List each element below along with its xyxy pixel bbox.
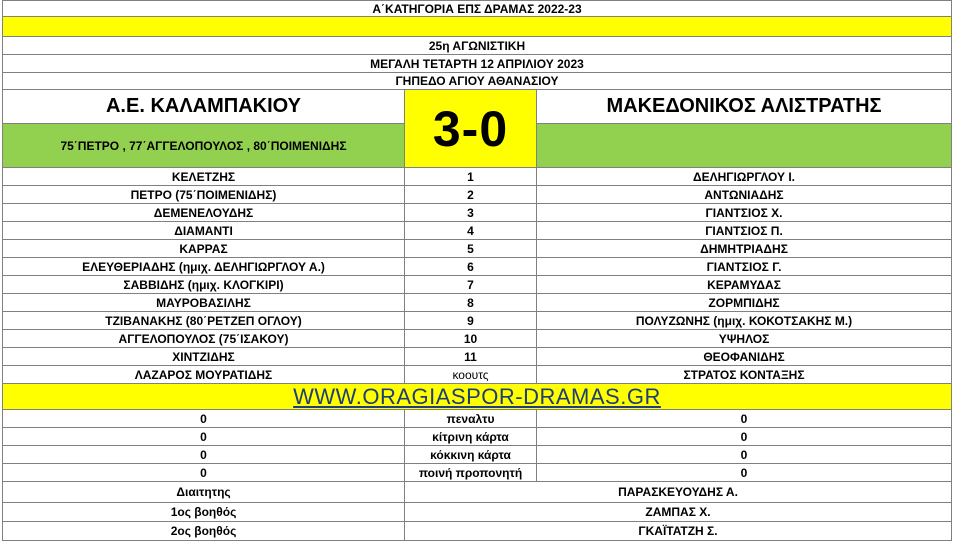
shirt-number: 5	[405, 240, 537, 257]
lineup-row	[2, 276, 952, 294]
away-player: ΠΟΛΥΖΩΝΗΣ (ημιχ. ΚΟΚΟΤΣΑΚΗΣ Μ.)	[635, 313, 853, 328]
date-row	[2, 55, 952, 73]
away-player: ΚΕΡΑΜΥΔΑΣ	[707, 277, 781, 292]
away-team-block	[537, 90, 951, 167]
website-banner	[2, 384, 952, 410]
official-name: ΠΑΡΑΣΚΕΥΟΥΔΗΣ Α.	[618, 485, 738, 499]
home-player: ΑΓΓΕΛΟΠΟΥΛΟΣ (75΄ΙΣΑΚΟΥ)	[3, 330, 405, 347]
away-player: ΔΕΛΗΓΙΩΡΓΛΟΥ Ι.	[692, 169, 796, 184]
matchday-label: 25η ΑΓΩΝΙΣΤΙΚΗ	[428, 38, 526, 53]
home-player: ΚΑΡΡΑΣ	[3, 240, 405, 257]
home-stat: 0	[3, 428, 405, 445]
away-player: ΑΝΤΩΝΙΑΔΗΣ	[704, 187, 784, 202]
away-stat: 0	[740, 429, 748, 444]
home-stat: 0	[3, 464, 405, 481]
stadium-name: ΓΗΠΕΔΟ ΑΓΙΟΥ ΑΘΑΝΑΣΙΟΥ	[395, 74, 559, 88]
official-row	[2, 482, 952, 503]
lineup-row	[2, 168, 952, 186]
home-player: ΧΙΝΤΖΙΔΗΣ	[3, 348, 405, 365]
stat-row	[2, 410, 952, 428]
official-role: 1ος βοηθός	[3, 503, 405, 521]
shirt-number: 4	[405, 222, 537, 239]
home-player: ΔΙΑΜΑΝΤΙ	[3, 222, 405, 239]
away-stat: 0	[740, 411, 748, 426]
official-role: 2ος βοηθός	[3, 522, 405, 540]
stat-row	[2, 464, 952, 482]
lineup-row	[2, 204, 952, 222]
score-block	[2, 90, 952, 168]
home-team-name: Α.Ε. ΚΑΛΑΜΠΑΚΙΟΥ	[3, 90, 404, 124]
shirt-number: 11	[405, 348, 537, 365]
coach-row	[2, 366, 952, 384]
shirt-number: 1	[405, 168, 537, 185]
final-score: 3-0	[405, 90, 537, 167]
stat-row	[2, 446, 952, 464]
stat-label: κόκκινη κάρτα	[405, 446, 537, 463]
lineup-row	[2, 258, 952, 276]
lineup-row	[2, 294, 952, 312]
matchday-row	[2, 37, 952, 55]
official-row	[2, 503, 952, 522]
shirt-number: 10	[405, 330, 537, 347]
away-player: ΓΙΑΝΤΣΙΟΣ Π.	[705, 223, 783, 238]
home-stat: 0	[3, 410, 405, 427]
stadium-row	[2, 73, 952, 90]
lineup-row	[2, 222, 952, 240]
shirt-number: 7	[405, 276, 537, 293]
home-player: ΕΛΕΥΘΕΡΙΑΔΗΣ (ημιχ. ΔΕΛΗΓΙΩΡΓΛΟΥ Α.)	[3, 258, 405, 275]
stat-label: πεναλτυ	[405, 410, 537, 427]
home-scorers: 75΄ΠΕΤΡΟ , 77΄ΑΓΓΕΛΟΠΟΥΛΟΣ , 80΄ΠΟΙΜΕΝΙΔΗΣ	[3, 124, 404, 167]
home-player: ΣΑΒΒΙΔΗΣ (ημιχ. ΚΛΟΓΚΙΡΙ)	[3, 276, 405, 293]
shirt-number: 3	[405, 204, 537, 221]
shirt-number: 6	[405, 258, 537, 275]
official-name: ΓΚΑΪΤΑΤΖΗ Σ.	[638, 524, 718, 538]
shirt-number: 8	[405, 294, 537, 311]
lineup-row	[2, 330, 952, 348]
away-stat: 0	[740, 447, 748, 462]
yellow-spacer-row	[2, 17, 952, 37]
home-player: ΤΖΙΒΑΝΑΚΗΣ (80΄ΡΕΤΖΕΠ ΟΓΛΟΥ)	[3, 312, 405, 329]
lineup-row	[2, 312, 952, 330]
stat-row	[2, 428, 952, 446]
away-player: ΓΙΑΝΤΣΙΟΣ Χ.	[705, 205, 783, 220]
shirt-number: 2	[405, 186, 537, 203]
stat-label: κίτρινη κάρτα	[405, 428, 537, 445]
away-player: ΖΟΡΜΠΙΔΗΣ	[708, 295, 780, 310]
lineup-row	[2, 240, 952, 258]
away-player: ΓΙΑΝΤΣΙΟΣ Γ.	[706, 259, 782, 274]
home-team-block	[3, 90, 405, 167]
home-player: ΚΕΛΕΤΖΗΣ	[3, 168, 405, 185]
coach-label: κοουτς	[405, 366, 537, 383]
away-player: ΘΕΟΦΑΝΙΔΗΣ	[703, 349, 785, 364]
league-title: Α΄ΚΑΤΗΓΟΡΙΑ ΕΠΣ ΔΡΑΜΑΣ 2022-23	[372, 1, 582, 16]
away-coach: ΣΤΡΑΤΟΣ ΚΟΝΤΑΞΗΣ	[683, 367, 805, 382]
away-team-name: ΜΑΚΕΔΟΝΙΚΟΣ ΑΛΙΣΤΡΑΤΗΣ	[537, 90, 951, 124]
home-player: ΠΕΤΡΟ (75΄ΠΟΙΜΕΝΙΔΗΣ)	[3, 186, 405, 203]
away-stat: 0	[740, 465, 748, 480]
lineup-row	[2, 186, 952, 204]
stat-label: ποινή προπονητή	[405, 464, 537, 481]
official-name: ΖΑΜΠΑΣ Χ.	[645, 505, 711, 519]
home-coach: ΛΑΖΑΡΟΣ ΜΟΥΡΑΤΙΔΗΣ	[3, 366, 405, 383]
website-link[interactable]: WWW.ORAGIASPOR-DRAMAS.GR	[293, 383, 661, 409]
official-role: Διαιτητης	[3, 482, 405, 502]
home-player: ΔΕΜΕΝΕΛΟΥΔΗΣ	[3, 204, 405, 221]
away-scorers	[537, 124, 951, 167]
away-player: ΥΨΗΛΟΣ	[718, 331, 770, 346]
away-player: ΔΗΜΗΤΡΙΑΔΗΣ	[700, 241, 788, 256]
match-date: ΜΕΓΑΛΗ ΤΕΤΑΡΤΗ 12 ΑΠΡΙΛΙΟΥ 2023	[370, 56, 584, 71]
lineup-row	[2, 348, 952, 366]
league-title-row	[2, 0, 952, 17]
official-row	[2, 522, 952, 541]
home-player: ΜΑΥΡΟΒΑΣΙΛΗΣ	[3, 294, 405, 311]
home-stat: 0	[3, 446, 405, 463]
shirt-number: 9	[405, 312, 537, 329]
